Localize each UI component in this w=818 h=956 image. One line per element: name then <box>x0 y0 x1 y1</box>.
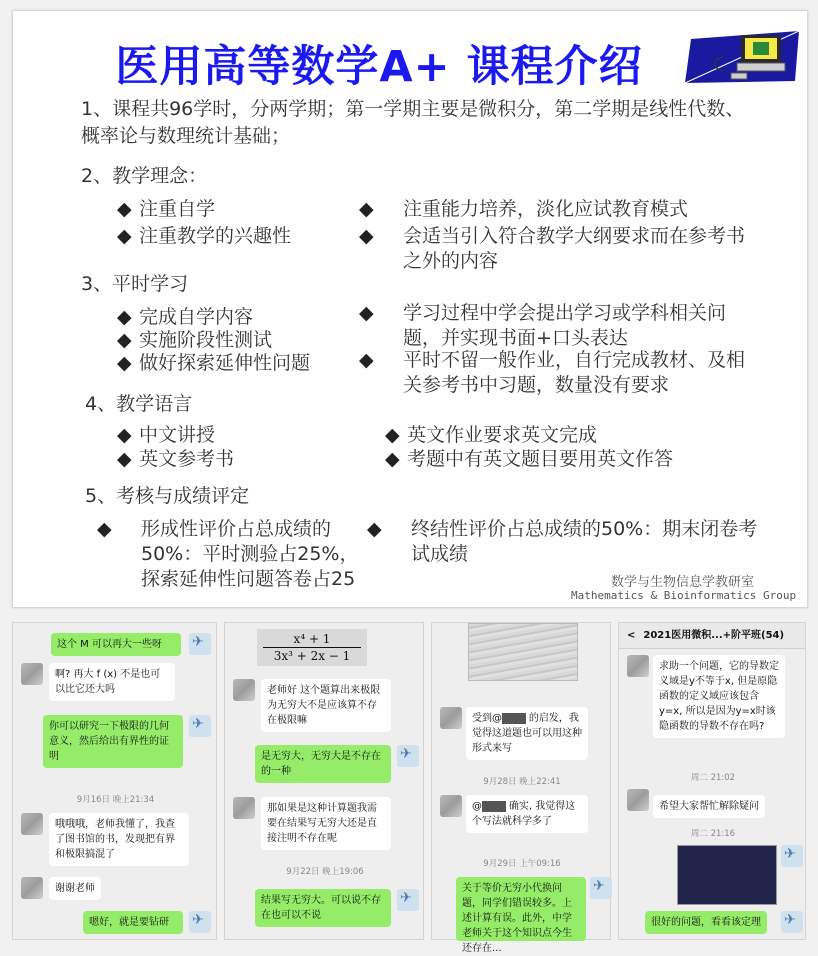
chat-screenshot-2 <box>224 622 424 940</box>
chat-message: 这个 M 可以再大一些呀 <box>51 633 181 656</box>
bullet-item: ◆ 实施阶段性测试 <box>117 329 273 351</box>
chat-screenshot-1 <box>12 622 217 940</box>
bullet-item: ◆ 英文作业要求英文完成 <box>385 424 598 446</box>
chat-message: 那如果是这种计算题我需要在结果写无穷大还是直接注明不存在呢 <box>261 797 391 850</box>
bullet-item: ◆ 会适当引入符合教学大纲要求而在参考书之外的内容 <box>359 225 746 272</box>
chat-message: 啊? 再大 f (x) 不是也可以比它还大吗 <box>49 663 175 701</box>
chat-screenshot-4 <box>618 622 806 940</box>
bullet-item: ◆ 中文讲授 <box>117 424 216 446</box>
formula-image: x⁴ + 1 3x³ + 2x − 1 <box>257 629 367 666</box>
theorem-photo <box>677 845 777 905</box>
bullet-item: ◆ 注重自学 <box>117 198 216 220</box>
chat-timestamp: 9月22日 晚上19:06 <box>286 867 364 877</box>
chat-screenshot-3 <box>431 622 611 954</box>
teacher-avatar <box>397 889 419 911</box>
course-slide <box>12 10 808 608</box>
chat-message: 希望大家帮忙解除疑问 <box>653 795 765 818</box>
section-course-hours: 1、课程共96学时，分两学期；第一学期主要是微积分，第二学期是线性代数、概率论与数理统计基础； <box>81 98 745 147</box>
teacher-avatar <box>189 715 211 737</box>
homework-photo <box>468 623 578 681</box>
group-chat-title: 2021医用微积...+阶平班(54) <box>643 630 785 641</box>
chat-message: 你可以研究一下极限的几何意义，然后给出有界性的证明 <box>43 715 183 768</box>
chat-message: 哦哦哦，老师我懂了，我查了图书馆的书，发现把有界和极限搞混了 <box>49 813 189 866</box>
section-teaching-philosophy-heading: 2、教学理念： <box>81 165 208 187</box>
chat-timestamp: 9月28日 晚上22:41 <box>483 777 561 787</box>
computer-logo-icon <box>683 25 803 85</box>
teacher-avatar <box>397 745 419 767</box>
bullet-item: ◆ 注重能力培养，淡化应试教育模式 <box>359 198 689 220</box>
student-avatar <box>627 655 649 677</box>
teacher-avatar <box>590 877 612 899</box>
section-teaching-language-heading: 4、教学语言 <box>85 393 193 415</box>
teacher-avatar <box>781 845 803 867</box>
chat-message: 受到@xxxx 的启发，我觉得这道题也可以用这种形式来写 <box>466 707 588 760</box>
student-avatar <box>21 663 43 685</box>
footer-department-cn: 数学与生物信息学教研室 <box>611 575 755 590</box>
bullet-item: ◆ 学习过程中学会提出学习或学科相关问题，并实现书面+口头表达 <box>359 302 727 349</box>
student-avatar <box>627 789 649 811</box>
back-arrow-icon[interactable]: < <box>627 630 636 641</box>
chat-message: 老师好 这个题算出来极限为无穷大不是应该算不存在极限嘛 <box>261 679 391 732</box>
chat-message: 结果写无穷大。可以说不存在也可以不说 <box>255 889 391 927</box>
bullet-item: ◆ 平时不留一般作业，自行完成教材、及相关参考书中习题，数量没有要求 <box>359 349 746 396</box>
chat-message: 关于等价无穷小代换问题，同学们错误较多。上述计算有误。此外，中学老师关于这个知识点今生还存在... <box>456 877 586 941</box>
chat-timestamp: 9月16日 晚上21:34 <box>76 795 155 805</box>
chat-message: 嗯好，就是要钻研 <box>83 911 183 934</box>
section-assessment-heading: 5、考核与成绩评定 <box>85 485 250 507</box>
teacher-avatar <box>189 633 211 655</box>
teacher-avatar <box>189 911 211 933</box>
bullet-item: ◆ 完成自学内容 <box>117 306 254 328</box>
chat-message: 谢谢老师 <box>49 877 101 900</box>
student-avatar <box>440 707 462 729</box>
student-avatar <box>233 679 255 701</box>
student-avatar <box>21 813 43 835</box>
chat-message: @xxxx 确实, 我觉得这个写法就科学多了 <box>466 795 588 833</box>
student-avatar <box>440 795 462 817</box>
student-avatar <box>233 797 255 819</box>
footer-department-en: Mathematics & Bioinformatics Group <box>571 589 797 602</box>
chat-timestamp: 周二 21:16 <box>690 829 736 839</box>
bullet-item: ◆ 做好探索延伸性问题 <box>117 352 311 374</box>
student-avatar <box>21 877 43 899</box>
chat-message: 很好的问题，看看该定理 <box>645 911 767 934</box>
bullet-item: ◆ 考题中有英文题目要用英文作答 <box>385 448 674 470</box>
chat-message: 求助一个问题，它的导数定义域是y不等于x, 但是原隐函数的定义域应该包含y=x, 所以是因为y=x时该隐函数的导数不存在吗? <box>653 655 785 738</box>
slide-title: 医用高等数学A+ 课程介绍 <box>115 42 643 92</box>
bullet-item: ◆ 终结性评价占总成绩的50%：期末闭卷考试成绩 <box>367 518 758 565</box>
section-regular-study-heading: 3、平时学习 <box>81 273 189 295</box>
bullet-item: ◆ 形成性评价占总成绩的50%：平时测验占25%，探索延伸性问题答卷占25 <box>97 518 359 590</box>
chat-timestamp: 9月29日 上午09:16 <box>483 859 561 869</box>
chat-message: 是无穷大，无穷大是不存在的一种 <box>255 745 391 783</box>
chat-timestamp: 周二 21:02 <box>690 773 736 783</box>
teacher-avatar <box>781 911 803 933</box>
bullet-item: ◆ 英文参考书 <box>117 448 235 470</box>
group-chat-header[interactable] <box>619 623 805 649</box>
bullet-item: ◆ 注重教学的兴趣性 <box>117 225 292 247</box>
